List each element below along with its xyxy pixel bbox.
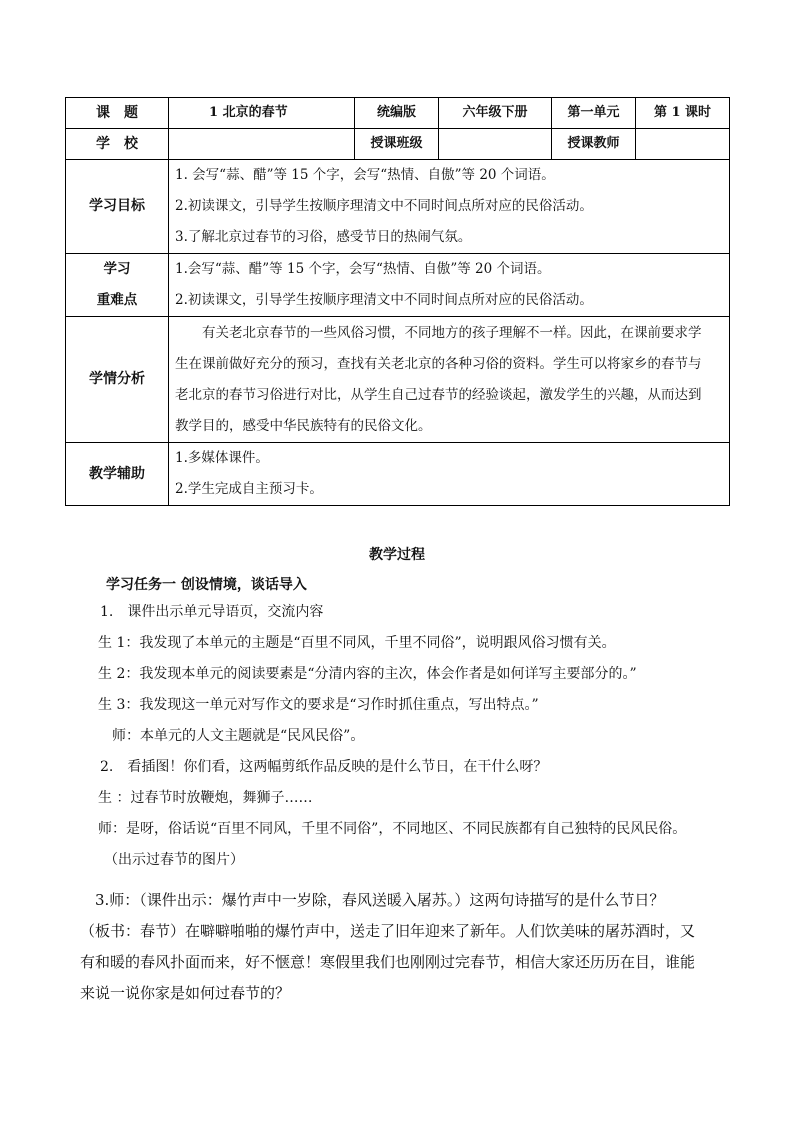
- process-line: 师：是呀，俗话说“百里不同风，千里不同俗”，不同地区、不同民族都有自己独特的民风民俗。: [98, 821, 687, 837]
- keypoints-label-line2: 重难点: [96, 292, 138, 308]
- topic-label: 课 题: [66, 98, 169, 129]
- aid-item: 1.多媒体课件。: [175, 450, 269, 466]
- teacher-label: 授课教师: [552, 129, 636, 160]
- edition-cell: 统编版: [355, 98, 439, 129]
- goal-item: 2.初读课文，引导学生按顺序理清文中不同时间点所对应的民俗活动。: [175, 198, 593, 214]
- keypoints-label: [66, 254, 169, 317]
- school-value: [169, 129, 355, 160]
- paragraph-line: 3.师：（课件出示：爆竹声中一岁除，春风送暖入屠苏。）这两句诗描写的是什么节日？: [80, 891, 665, 909]
- paragraph-line: （板书：春节）在噼噼啪啪的爆竹声中，送走了旧年迎来了新年。人们饮美味的屠苏酒时，又: [80, 922, 696, 940]
- keypoints-content: [169, 254, 730, 317]
- goals-label: 学习目标: [66, 160, 169, 254]
- lesson-title: 1 北京的春节: [169, 98, 355, 129]
- class-label: 授课班级: [355, 129, 439, 160]
- process-line: 师：本单元的人文主题就是“民风民俗”。: [98, 728, 365, 744]
- teacher-value: [636, 129, 730, 160]
- period-cell: 第 1 课时: [636, 98, 730, 129]
- analysis-line: 有关老北京春节的一些风俗习惯，不同地方的孩子理解不一样。因此，在课前要求学: [175, 324, 702, 341]
- paragraph-line: 来说一说你家是如何过春节的？: [80, 984, 291, 1002]
- analysis-label: 学情分析: [66, 317, 169, 443]
- analysis-line: 教学目的，感受中华民族特有的民俗文化。: [175, 417, 432, 434]
- process-line: 生 ：过春节时放鞭炮，舞狮子……: [98, 790, 313, 806]
- keypoints-label-line1: 学习: [103, 261, 131, 277]
- aids-content: [169, 443, 730, 506]
- school-label: 学 校: [66, 129, 169, 160]
- process-line: 生 3：我发现这一单元对写作文的要求是“习作时抓住重点，写出特点。”: [98, 697, 539, 713]
- goals-content: [169, 160, 730, 254]
- table-row: [66, 317, 730, 443]
- analysis-line: 老北京的春节习俗进行对比，从学生自己过春节的经验谈起，激发学生的兴趣，从而达到: [175, 386, 702, 403]
- lesson-info-table: [65, 97, 730, 506]
- table-row: [66, 443, 730, 506]
- analysis-content: [169, 317, 730, 443]
- process-line: 生 2：我发现本单元的阅读要素是“分清内容的主次，体会作者是如何详写主要部分的。”: [98, 666, 637, 682]
- paragraph-line: 有和暖的春风扑面而来，好不惬意！寒假里我们也刚刚过完春节，相信大家还历历在目，谁能: [80, 953, 696, 971]
- keypoint-item: 2.初读课文，引导学生按顺序理清文中不同时间点所对应的民俗活动。: [175, 292, 593, 308]
- class-value: [439, 129, 552, 160]
- table-row: [66, 98, 730, 129]
- table-row: [66, 254, 730, 317]
- table-row: [66, 129, 730, 160]
- process-line: （出示过春节的图片）: [104, 852, 244, 868]
- process-title: 教学过程: [369, 547, 425, 563]
- process-line: 生 1：我发现了本单元的主题是“百里不同风，千里不同俗”，说明跟风俗习惯有关。: [98, 635, 616, 651]
- task-heading: 学习任务一 创设情境，谈话导入: [106, 577, 307, 593]
- analysis-line: 生在课前做好充分的预习，查找有关老北京的各种习俗的资料。学生可以将家乡的春节与: [175, 355, 702, 372]
- process-content: [100, 573, 740, 876]
- keypoint-item: 1.会写“蒜、醋”等 15 个字，会写“热情、自傲”等 20 个词语。: [175, 261, 551, 277]
- unit-cell: 第一单元: [552, 98, 636, 129]
- aid-item: 2.学生完成自主预习卡。: [175, 481, 323, 497]
- goal-item: 1. 会写“蒜、醋”等 15 个字，会写“热情、自傲”等 20 个词语。: [175, 167, 555, 183]
- process-line: 2. 看插图！你们看，这两幅剪纸作品反映的是什么节日，在干什么呀？: [100, 759, 548, 775]
- grade-cell: 六年级下册: [439, 98, 552, 129]
- table-row: [66, 160, 730, 254]
- process-line: 1. 课件出示单元导语页，交流内容: [100, 604, 324, 620]
- aids-label: 教学辅助: [66, 443, 169, 506]
- goal-item: 3.了解北京过春节的习俗，感受节日的热闹气氛。: [175, 229, 472, 245]
- question-paragraph: [80, 885, 735, 1009]
